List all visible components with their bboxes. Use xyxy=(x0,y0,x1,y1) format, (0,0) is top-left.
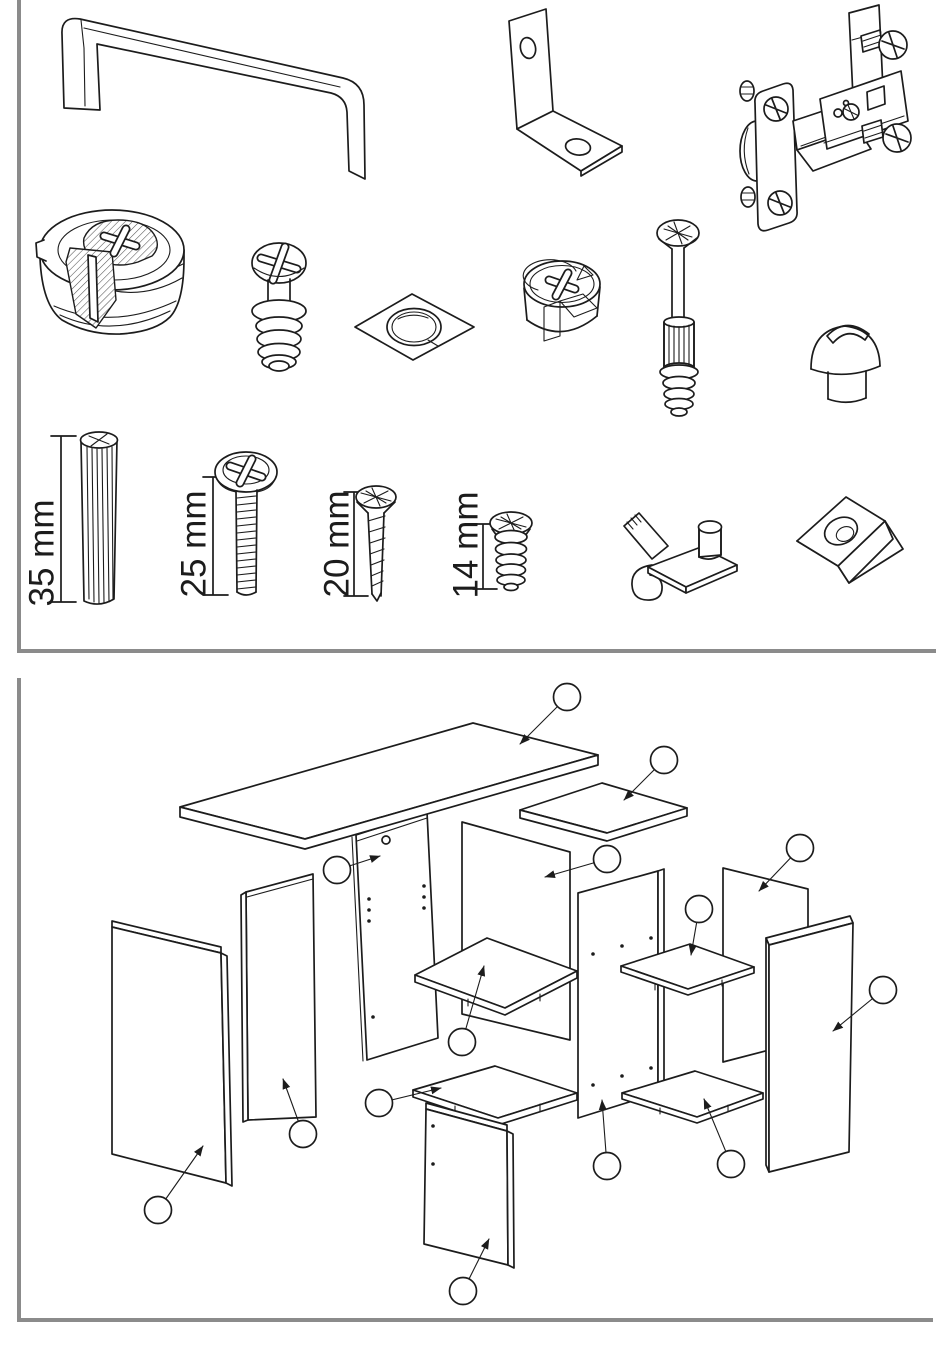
size-label-20mm: 20 mm xyxy=(317,490,357,598)
door-bottom xyxy=(424,1103,514,1268)
size-label-14mm: 14 mm xyxy=(446,491,486,599)
cam-lock-icon xyxy=(523,260,600,341)
panel1-left-border xyxy=(17,0,21,653)
panel1-bottom-border xyxy=(17,649,936,653)
euro-screw-14mm-icon xyxy=(446,492,532,599)
concealed-hinge-icon xyxy=(740,5,911,231)
divider-panel xyxy=(578,869,664,1118)
cam-dowel-bolt-icon xyxy=(657,220,699,416)
machine-screw-25mm-icon xyxy=(174,452,277,597)
shelf-support-pin-icon xyxy=(624,513,737,600)
cabinet-handle-icon xyxy=(62,19,365,179)
side-panel-inner-left xyxy=(241,874,316,1122)
hardware-parts-panel xyxy=(0,0,950,660)
l-bracket-icon xyxy=(509,9,622,176)
wood-dowel-35mm-icon xyxy=(22,432,117,606)
panel2-left-border xyxy=(17,678,21,1321)
exploded-assembly-panel xyxy=(0,660,950,1369)
size-label-25mm: 25 mm xyxy=(174,490,214,598)
door-left xyxy=(112,921,232,1186)
corner-connector-block-icon xyxy=(797,497,903,583)
chipboard-screw-20mm-icon xyxy=(317,486,396,601)
panel2-bottom-border xyxy=(17,1318,933,1322)
small-top-shelf xyxy=(520,783,687,841)
back-panel-left xyxy=(352,812,438,1061)
cam-lock-housing-cutaway-icon xyxy=(36,210,184,334)
adhesive-cover-cap-icon xyxy=(355,294,474,360)
callout-top-panel xyxy=(520,684,581,745)
size-label-35mm: 35 mm xyxy=(22,499,62,607)
callout-back-panel-right xyxy=(759,835,814,892)
euro-connector-bolt-icon xyxy=(252,243,306,371)
mushroom-plug-icon xyxy=(811,325,880,402)
callout-small-top-shelf xyxy=(624,747,678,801)
side-panel-right xyxy=(766,916,853,1172)
